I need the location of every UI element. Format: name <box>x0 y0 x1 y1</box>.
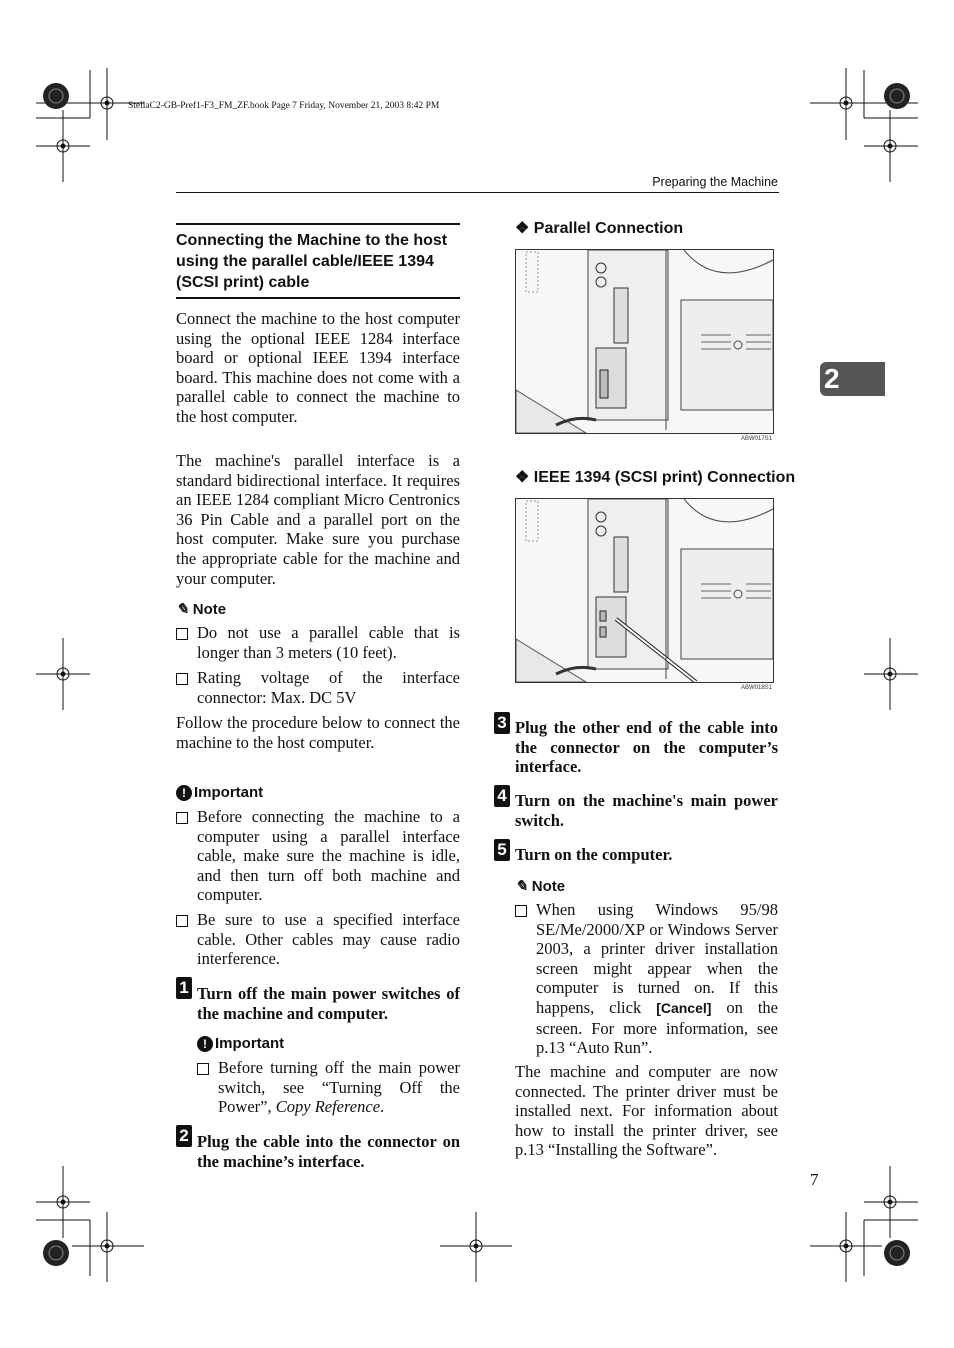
important-icon: ! <box>197 1036 213 1052</box>
note-item-text: Rating voltage of the interface connector: Max. DC 5V <box>197 668 460 707</box>
step-4-number: 4 <box>494 785 510 807</box>
diamond-bullet-icon: ❖ <box>515 220 530 237</box>
interface-paragraph: The machine's parallel interface is a standard bidirectional interface. It requires an IEEE 1284 compliant Micro Centronics 36 Pin Cable and a parallel port on the host computer. Make sure you purchase the appropriate cable for the machine and your computer. <box>176 451 460 588</box>
closing-paragraph: The machine and computer are now connected. The printer driver must be installed next. For information about how to install the printer driver, see p.13 “Installing the Software”. <box>515 1062 778 1160</box>
parallel-connection-heading: ❖ Parallel Connection <box>515 220 684 237</box>
intro-paragraph: Connect the machine to the host computer using the optional IEEE 1284 interface board or optional IEEE 1394 interface board. This machine does not come with a parallel cable to connect the machine to the host computer. <box>176 309 460 426</box>
step-1-number: 1 <box>176 977 192 999</box>
important-icon: ! <box>176 785 192 801</box>
pencil-icon: ✎ <box>176 601 189 618</box>
ieee1394-connection-illustration <box>515 498 774 683</box>
running-header: Preparing the Machine <box>652 175 778 189</box>
checkbox-icon <box>515 905 527 917</box>
checkbox-icon <box>176 628 188 640</box>
parallel-connection-illustration <box>515 249 774 434</box>
pencil-icon: ✎ <box>515 878 528 895</box>
file-info: StellaC2-GB-Pref1-F3_FM_ZF.book Page 7 Friday, November 21, 2003 8:42 PM <box>128 101 440 111</box>
important-heading <box>176 784 263 801</box>
step-5-text: Turn on the computer. <box>515 845 673 864</box>
figure-2-caption: ABW018S1 <box>741 685 773 691</box>
important-label: Important <box>194 784 264 801</box>
note-heading-right <box>515 877 565 895</box>
step-5-number: 5 <box>494 839 510 861</box>
figure-1-caption: ABW017S1 <box>741 436 773 442</box>
checkbox-icon <box>176 915 188 927</box>
ieee-connection-heading: ❖ IEEE 1394 (SCSI print) Connection <box>515 469 796 486</box>
step-3-number: 3 <box>494 712 510 734</box>
header-rule <box>176 192 779 193</box>
heading-rule-bottom <box>176 297 460 299</box>
important-label: Important <box>215 1035 285 1052</box>
note-item-text: Do not use a parallel cable that is longer than 3 meters (10 feet). <box>197 623 460 662</box>
step-1-important-heading <box>197 1035 284 1052</box>
note-item <box>176 623 460 662</box>
diamond-bullet-icon: ❖ <box>515 469 530 486</box>
copy-reference-title: Copy Reference <box>275 1097 381 1117</box>
checkbox-icon <box>176 812 188 824</box>
important-item <box>176 910 460 969</box>
important-item-text: Be sure to use a specified interface cable. Other cables may cause radio interference. <box>197 910 460 969</box>
step-2-text: Plug the cable into the connector on the machine’s interface. <box>197 1132 460 1171</box>
step-1-important-text: Before turning off the main power switch, see “Turning Off the Power”, Copy Reference. <box>218 1058 460 1117</box>
page-number: 7 <box>810 1170 819 1189</box>
section-heading: Connecting the Machine to the host using the parallel cable/IEEE 1394 (SCSI print) cable <box>176 232 448 291</box>
checkbox-icon <box>197 1063 209 1075</box>
note-item <box>176 668 460 707</box>
checkbox-icon <box>176 673 188 685</box>
note-item-right <box>515 900 778 1058</box>
note-label: Note <box>192 601 227 618</box>
note-item-right-text: When using Windows 95/98 SE/Me/2000/XP or Windows Server 2003, a printer driver installation screen might appear when the computer is turned on. If this happens, click [Cancel] on the screen. For more information, see p.13 “Auto Run”. <box>536 900 778 1058</box>
heading-rule-top <box>176 223 460 225</box>
step-1-important-item <box>197 1058 460 1117</box>
cancel-button-reference: [Cancel] <box>656 999 712 1016</box>
note-label: Note <box>531 878 566 895</box>
important-item <box>176 807 460 905</box>
important-item-text: Before connecting the machine to a computer using a parallel interface cable, make sure the machine is idle, and then turn off both machine and computer. <box>197 807 460 905</box>
step-3-text: Plug the other end of the cable into the connector on the computer’s interface. <box>515 718 778 777</box>
step-1-text: Turn off the main power switches of the machine and computer. <box>197 984 460 1023</box>
chapter-tab: 2 <box>820 362 885 396</box>
procedure-paragraph: Follow the procedure below to connect the machine to the host computer. <box>176 713 460 752</box>
note-heading <box>176 600 226 618</box>
step-4-text: Turn on the machine's main power switch. <box>515 791 778 830</box>
step-2-number: 2 <box>176 1125 192 1147</box>
